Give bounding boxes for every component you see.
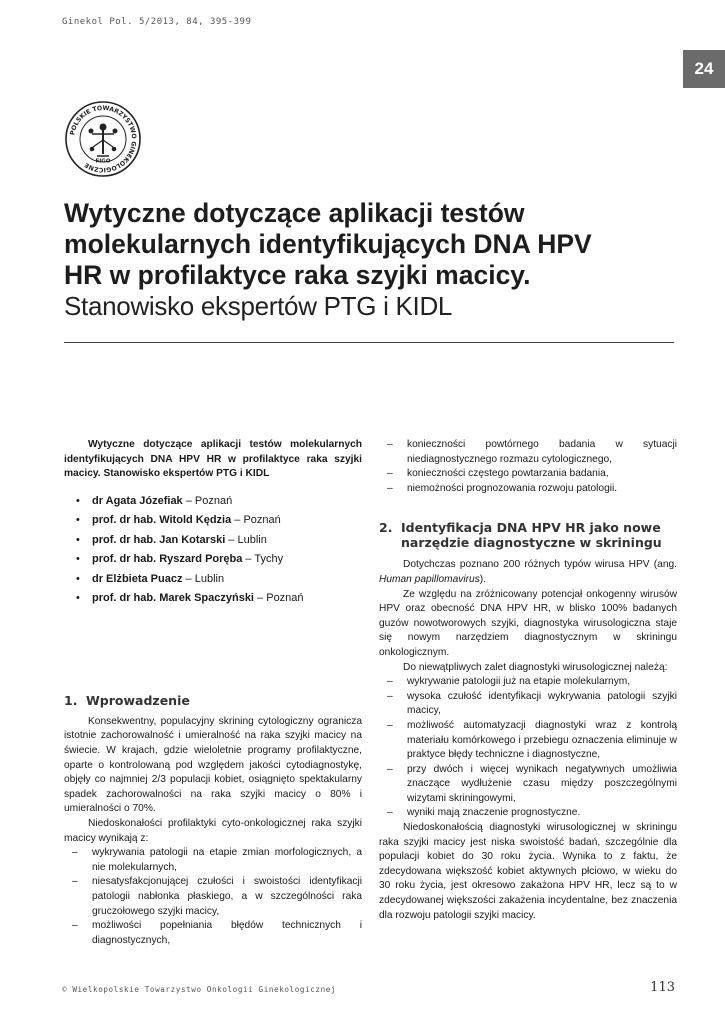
list-item: – wyniki mają znaczenie prognostyczne. bbox=[379, 806, 677, 821]
latin-term: Human papillomavirus bbox=[379, 573, 480, 585]
lead-paragraph: Wytyczne dotyczące aplikacji testów molekularnych identyfikujących DNA HPV HR w profilaktyce raka szyjki macicy. Stanowisko ekspertów PTG i KIDL bbox=[64, 439, 362, 480]
author-city: – Lublin bbox=[225, 533, 267, 546]
page-number: 113 bbox=[650, 980, 675, 995]
author-name: dr Elżbieta Puacz bbox=[92, 572, 183, 585]
list-item: – możliwość automatyzacji diagnostyki wraz z kontrolą materiału komórkowego i przebiegu oznaczenia eliminuje w praktyce błędy techniczne i diagnostyczne, bbox=[379, 719, 677, 763]
left-column bbox=[64, 438, 362, 948]
list-item: – przy dwóch i więcej wynikach negatywnych umożliwia znaczące wydłużenie czasu między poszczególnymi wizytami skriningowymi, bbox=[379, 763, 677, 807]
section-title: Identyfikacja DNA HPV HR jako nowe narzędzie diagnostyczne w skriningu bbox=[401, 520, 662, 551]
author-city: – Lublin bbox=[182, 572, 225, 585]
logo-figo-text: FIGO bbox=[95, 158, 111, 165]
ptg-logo bbox=[64, 100, 142, 178]
body-paragraph: Konsekwentny, populacyjny skrining cytologiczny ogranicza istotnie zachorowalność i umieralność na raka szyjki macicy na świecie. W krajach, gdzie wieloletnie programy profilaktyczne, oparte o kontrolowaną pod względem jakości cytodiagnostykę, objęły co najmniej 2/3 populacji kobiet, osiągnięto spektakularny spadek zachorowalności na raka szyjki macicy o 80% i umieralności o 70%. bbox=[64, 715, 362, 815]
author-item bbox=[64, 531, 362, 551]
author-name: prof. dr hab. Marek Spaczyński bbox=[92, 592, 254, 605]
list-item: – niemożności prognozowania rozwoju patologii. bbox=[379, 482, 677, 497]
body-paragraph: Ze względu na zróżnicowany potencjał onkogenny wirusów HPV oraz obecność DNA HPV HR, w blisko 100% badanych guzów nowotworowych szyjki, diagnostyka wirusologiczna staje się nowym narzędziem diagnostycznym w skriningu onkologicznym. bbox=[379, 588, 677, 658]
title-divider bbox=[64, 342, 674, 343]
logo-ring-text: POLSKIE TOWARZYSTWO GINEKOLOGICZNE bbox=[69, 104, 138, 174]
list-item: – konieczności powtórnego badania w sytuacji niediagnostycznego rozmazu cytologicznego, bbox=[379, 438, 677, 467]
list-item: – konieczności częstego powtarzania badania, bbox=[379, 467, 677, 482]
author-item bbox=[64, 511, 362, 531]
list-item: – wykrywanie patologii już na etapie molekularnym, bbox=[379, 675, 677, 690]
section-heading bbox=[64, 693, 362, 708]
text-run: Dotychczas poznano 200 różnych typów wirusa HPV (ang. bbox=[403, 559, 677, 571]
author-item bbox=[64, 570, 362, 590]
footer-copyright: © Wielkopolskie Towarzystwo Onkologii Ginekologicznej bbox=[62, 985, 337, 994]
right-column bbox=[379, 438, 677, 923]
title-line: Wytyczne dotyczące aplikacji testów bbox=[64, 198, 525, 228]
author-name: dr Agata Józefiak bbox=[92, 494, 183, 507]
body-paragraph: Do niewątpliwych zalet diagnostyki wirusologicznej należą: bbox=[403, 661, 668, 673]
author-item bbox=[64, 589, 362, 609]
author-name: prof. dr hab. Ryszard Poręba bbox=[92, 553, 243, 566]
section-number: 2. bbox=[379, 520, 393, 536]
list-item: – możliwości popełniania błędów technicznych i diagnostycznych, bbox=[64, 919, 362, 948]
dash-list bbox=[379, 438, 677, 496]
article-title bbox=[64, 198, 684, 291]
body-paragraph: Niedoskonałością diagnostyki wirusologicznej w skriningu raka szyjki macicy jest niska swoistość badań, szczególnie dla populacji kobiet do 30 roku życia. Wynika to z faktu, że zdecydowana większość kobiet aktywnych płciowo, w wieku do 30 roku życia, jest okresowo zakażona HPV HR, lecz są to w zdecydowanej większości zakażenia incydentalne, bez znaczenia dla rozwoju patologii szyjki macicy. bbox=[379, 822, 677, 921]
text-run: ). bbox=[479, 573, 487, 585]
dash-list bbox=[379, 675, 677, 821]
list-item: – wysoka czułość identyfikacji wykrywania patologii szyjki macicy, bbox=[379, 690, 677, 719]
section-title: Wprowadzenie bbox=[86, 692, 190, 708]
page-tab-number: 24 bbox=[683, 50, 725, 88]
author-name: prof. dr hab. Witold Kędzia bbox=[92, 514, 232, 527]
author-city: – Poznań bbox=[182, 494, 233, 507]
author-item bbox=[64, 550, 362, 570]
body-paragraph: Niedoskonałości profilaktyki cyto-onkologicznej raka szyjki macicy wynikają z: bbox=[64, 817, 362, 844]
author-item bbox=[64, 492, 362, 512]
title-line: molekularnych identyfikujących DNA HPV bbox=[64, 229, 592, 259]
tree-figure-icon bbox=[89, 124, 117, 156]
author-city: – Poznań bbox=[254, 592, 304, 605]
author-city: – Poznań bbox=[231, 514, 281, 527]
running-head: Ginekol Pol. 5/2013, 84, 395-399 bbox=[62, 17, 252, 27]
section-heading bbox=[379, 520, 677, 550]
article-subtitle: Stanowisko ekspertów PTG i KIDL bbox=[64, 291, 453, 321]
section-number: 1. bbox=[64, 692, 78, 708]
article-title-block bbox=[64, 198, 684, 321]
title-line: HR w profilaktyce raka szyjki macicy. bbox=[64, 260, 531, 290]
list-item: – niesatysfakcjonującej czułości i swoistości identyfikacji patologii nabłonka płaskiego, a w szczególności raka gruczołowego szyjki macicy, bbox=[64, 875, 362, 919]
list-item: – wykrywania patologii na etapie zmian morfologicznych, a nie molekularnych, bbox=[64, 846, 362, 875]
author-list bbox=[64, 492, 362, 609]
dash-list bbox=[64, 846, 362, 948]
author-name: prof. dr hab. Jan Kotarski bbox=[92, 533, 226, 546]
body-paragraph bbox=[379, 558, 677, 587]
author-city: – Tychy bbox=[242, 553, 284, 566]
